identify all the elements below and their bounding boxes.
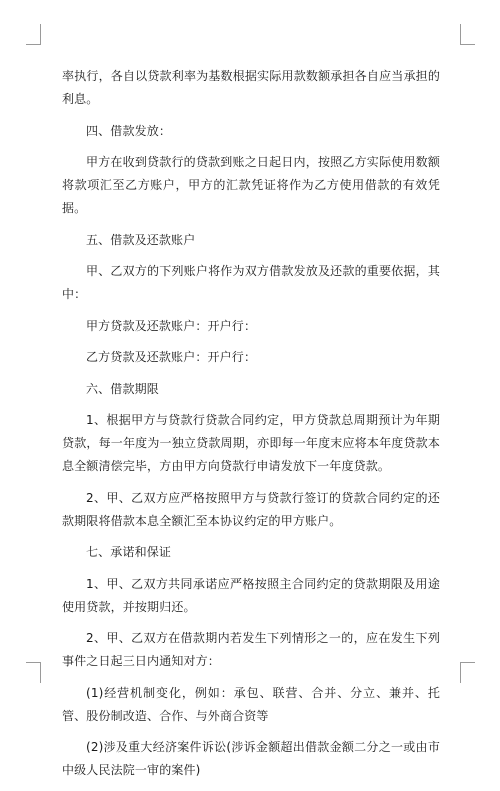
crop-mark-bottom-left: [26, 662, 41, 683]
section-heading-commitments: 七、承诺和保证: [86, 545, 172, 559]
account-line-party-b: 乙方贷款及还款账户：开户行：: [86, 350, 257, 364]
account-line-party-a: 甲方贷款及还款账户：开户行：: [86, 318, 257, 333]
section-heading-loan-disbursement: 四、借款发放：: [86, 123, 172, 138]
crop-mark-top-left: [26, 24, 41, 45]
section-heading-accounts: 五、借款及还款账户: [86, 232, 196, 247]
paragraph: 2、甲、乙双方在借款期内若发生下列情形之一的，应在发生下列事件之日起三日内通知对方：: [62, 631, 440, 668]
paragraph: 2、甲、乙双方应严格按照甲方与贷款行签订的贷款合同约定的还款期限将借款本息全额汇至本协议约定的甲方账户。: [62, 490, 440, 528]
paragraph: 甲、乙双方的下列账户将作为双方借款发放及还款的重要依据，其中：: [62, 264, 440, 301]
document-body: [62, 65, 440, 791]
paragraph: 1、甲、乙双方共同承诺应严格按照主合同约定的贷款期限及用途使用贷款，并按期归还。: [62, 576, 440, 614]
list-item: (1)经营机制变化，例如：承包、联营、合并、分立、兼并、托管、股份制改造、合作、与外商合资等: [62, 685, 440, 723]
section-heading-loan-term: 六、借款期限: [86, 381, 159, 396]
list-item: (2)涉及重大经济案件诉讼(涉诉金额超出借款金额二分之一或由市中级人民法院一审的案件): [62, 740, 440, 777]
crop-mark-bottom-right: [460, 662, 475, 683]
paragraph-continuation: 率执行，各自以贷款利率为基数根据实际用款数额承担各自应当承担的利息。: [62, 69, 440, 106]
paragraph: 1、根据甲方与贷款行贷款合同约定，甲方贷款总周期预计为年期贷款，每一年度为一独立贷款周期，亦即每一年度末应将本年度贷款本息全额清偿完毕，方由甲方向贷款行申请发放下一年度贷款。: [62, 413, 440, 473]
crop-mark-top-right: [460, 24, 475, 45]
paragraph: 甲方在收到贷款行的贷款到账之日起日内，按照乙方实际使用数额将款项汇至乙方账户，甲方的汇款凭证将作为乙方使用借款的有效凭据。: [62, 155, 440, 215]
